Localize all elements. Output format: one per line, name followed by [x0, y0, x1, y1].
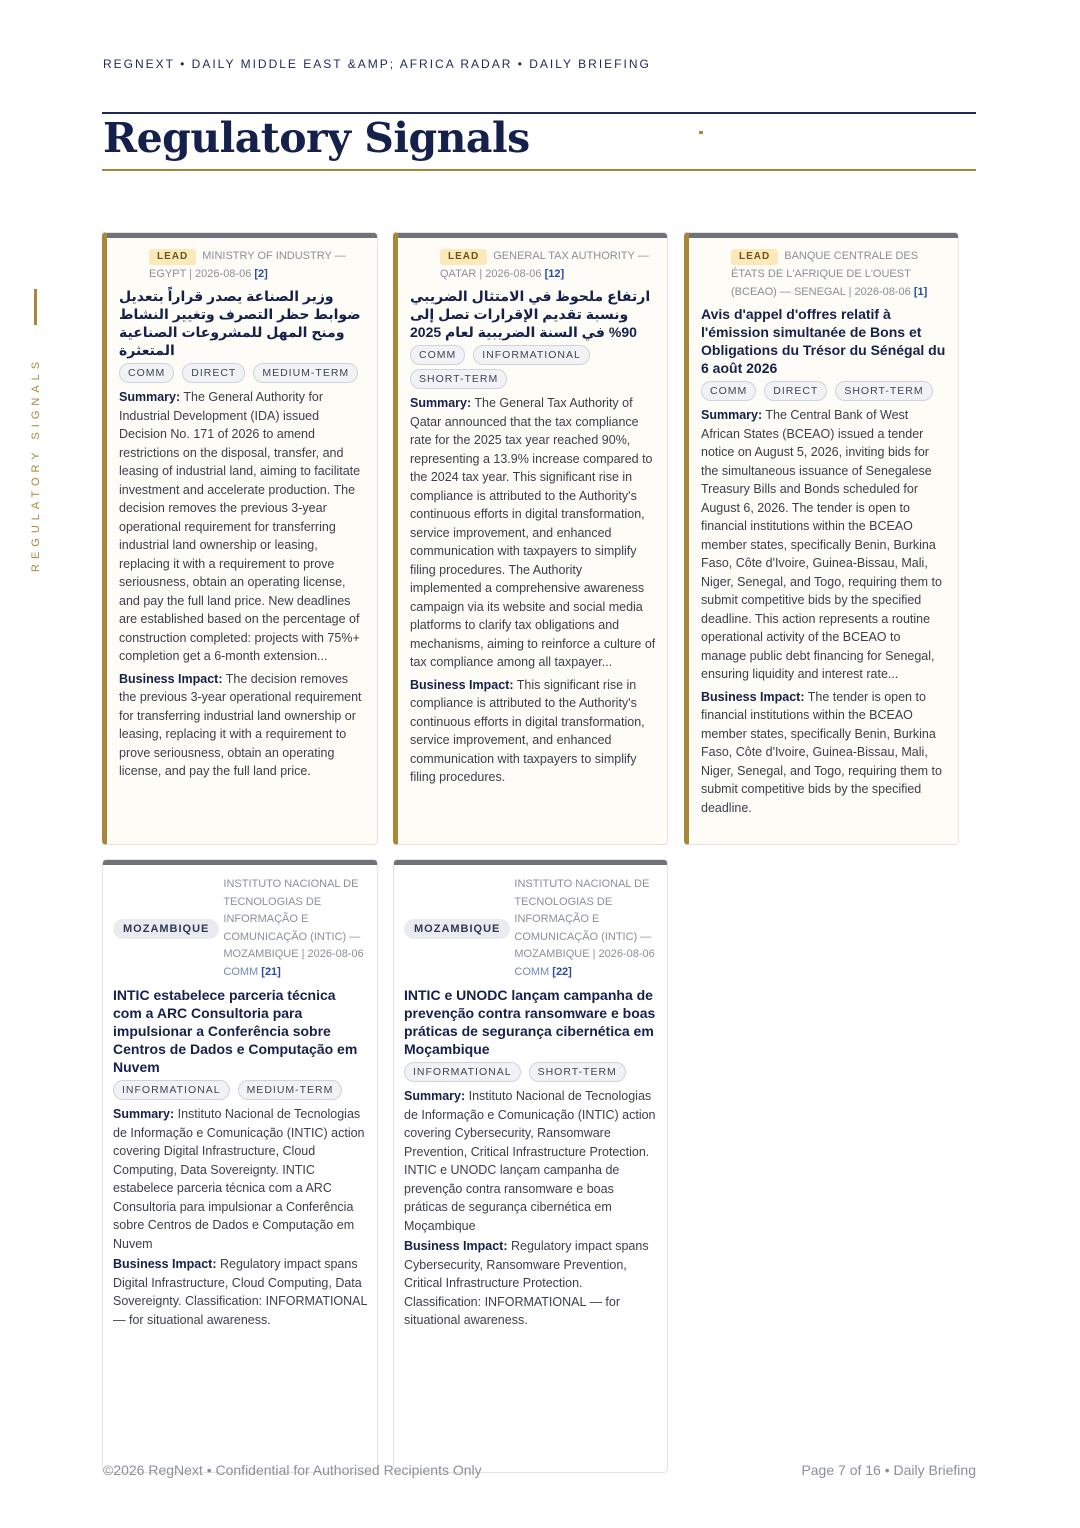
country-badge: MOZAMBIQUE: [113, 919, 219, 939]
reference-link[interactable]: [12]: [544, 268, 565, 280]
reference-link[interactable]: [2]: [254, 268, 268, 280]
card-summary: [404, 1087, 657, 1235]
page-kicker: REGNEXT • DAILY MIDDLE EAST &AMP; AFRICA RADAR • DAILY BRIEFING: [103, 57, 651, 71]
reference-link[interactable]: [21]: [261, 965, 281, 978]
tag-list: [410, 345, 657, 389]
signal-card: [102, 232, 378, 845]
tag: SHORT-TERM: [835, 381, 932, 401]
card-meta: [113, 876, 367, 981]
card-impact: [701, 688, 948, 818]
reference-link[interactable]: [22]: [552, 965, 572, 978]
tag: INFORMATIONAL: [473, 345, 590, 365]
signal-card: [684, 232, 959, 845]
card-impact: [113, 1255, 367, 1329]
card-source: BANQUE CENTRALE DES ÉTATS DE L'AFRIQUE DE L'OUEST (BCEAO) — SENEGAL | 2026-08-06: [731, 250, 919, 298]
reference-link[interactable]: [1]: [913, 286, 928, 298]
lead-badge: LEAD: [440, 249, 487, 265]
tag-list: [113, 1080, 367, 1100]
lead-badge: LEAD: [149, 249, 196, 265]
tag: COMM: [119, 363, 174, 383]
impact-text: Regulatory impact spans Cybersecurity, Ransomware Prevention, Critical Infrastructure Protection. Classification: INFORMATIONAL — for situational awareness.: [404, 1239, 649, 1327]
card-summary: [701, 406, 948, 684]
card-source: INSTITUTO NACIONAL DE TECNOLOGIAS DE INFORMAÇÃO E COMUNICAÇÃO (INTIC) — MOZAMBIQUE | 2026-08-06: [514, 878, 655, 960]
country-badge: MOZAMBIQUE: [404, 919, 510, 939]
summary-text: The General Authority for Industrial Development (IDA) issued Decision No. 171 of 2026 to amend restrictions on the disposal, transfer, and leasing of industrial land, aiming to facilitate investment and accelerate production. The decision removes the previous 3-year operational requirement for transferring industrial land ownership or leasing, replacing it with a requirement to prove seriousness, obtain an operating license, and pay the full land price. New deadlines are established based on the percentage of construction completed: projects with 75%+ completion get a 6-month extension...: [119, 390, 361, 663]
impact-label: Business Impact:: [701, 689, 805, 704]
summary-label: Summary:: [113, 1107, 175, 1121]
tag: MEDIUM-TERM: [253, 363, 358, 383]
tag: MEDIUM-TERM: [238, 1080, 343, 1100]
tag: SHORT-TERM: [410, 369, 507, 389]
card-meta: [119, 247, 367, 283]
side-section-label: REGULATORY SIGNALS: [30, 356, 42, 572]
card-source: GENERAL TAX AUTHORITY — QATAR | 2026-08-06: [440, 250, 649, 280]
tag: DIRECT: [764, 381, 827, 401]
card-impact: [119, 670, 367, 781]
summary-text: Instituto Nacional de Tecnologias de Informação e Comunicação (INTIC) action covering Digital Infrastructure, Cloud Computing, Data Sovereignty. INTIC estabelece parceria técnica com a ARC Consultoria para impulsionar a Conferência sobre Centros de Dados e Computação em Nuvem: [113, 1107, 365, 1251]
side-accent-bar: [34, 289, 37, 325]
page-title: Regulatory Signals: [103, 114, 530, 162]
impact-text: The tender is open to financial institutions within the BCEAO member states, specifically Benin, Burkina Faso, Côte d'Ivoire, Guinea-Bissau, Mali, Niger, Senegal, and Togo, requiring them to submit competitive bids by the specified deadline.: [701, 689, 942, 815]
tag: COMM: [410, 345, 465, 365]
lead-badge: LEAD: [731, 249, 778, 265]
tag: INFORMATIONAL: [404, 1062, 521, 1082]
card-headline: INTIC estabelece parceria técnica com a ARC Consultoria para impulsionar a Conferência sobre Centros de Dados e Computação em Nuvem: [113, 987, 358, 1075]
summary-text: The General Tax Authority of Qatar announced that the tax compliance rate for the 2025 tax year reached 90%, representing a 13.9% increase compared to the 2024 tax year. This significant rise in compliance is attributed to the Authority's continuous efforts in digital transformation, service improvement, and enhanced communication with taxpayers to simplify filing procedures. The Authority implemented a comprehensive awareness campaign via its website and social media platforms to clarify tax obligations and mechanisms, aiming to reinforce a culture of tax compliance among all taxpayer...: [410, 396, 656, 669]
card-meta: [701, 247, 948, 301]
summary-label: Summary:: [404, 1089, 466, 1103]
title-rule-bottom: [102, 169, 976, 171]
card-meta: [404, 876, 657, 981]
impact-text: The decision removes the previous 3-year operational requirement for transferring industrial land ownership or leasing, replacing it with a requirement to prove seriousness, obtain an operating license, and pay the full land price.: [119, 671, 362, 778]
impact-text: Regulatory impact spans Digital Infrastructure, Cloud Computing, Data Sovereignty. Classification: INFORMATIONAL — for situational awareness.: [113, 1257, 368, 1327]
footer-copyright: ©2026 RegNext • Confidential for Authorised Recipients Only: [103, 1462, 482, 1478]
tag-list: [701, 381, 948, 401]
signal-card: [393, 232, 668, 845]
tag-list: [119, 363, 367, 383]
impact-label: Business Impact:: [119, 671, 223, 686]
comm-tag: COMM: [514, 965, 550, 978]
impact-label: Business Impact:: [113, 1257, 217, 1271]
title-accent-mark: [699, 131, 703, 134]
card-summary: [119, 388, 367, 666]
card-headline: ارتفاع ملحوظ في الامتثال الضريبي ونسبة تقديم الإقرارات تصل إلى 90% في السنة الضريبية لعام 2025: [410, 288, 651, 340]
card-headline: INTIC e UNODC lançam campanha de prevenção contra ransomware e boas práticas de segurança cibernética em Moçambique: [404, 987, 656, 1057]
summary-label: Summary:: [701, 408, 763, 422]
summary-label: Summary:: [119, 390, 181, 404]
card-summary: [410, 394, 657, 672]
summary-label: Summary:: [410, 396, 472, 410]
impact-label: Business Impact:: [410, 677, 514, 692]
comm-tag: COMM: [223, 965, 259, 978]
impact-label: Business Impact:: [404, 1239, 508, 1253]
card-meta: [410, 247, 657, 283]
impact-text: This significant rise in compliance is attributed to the Authority's continuous efforts in digital transformation, service improvement, and enhanced communication with taxpayers to simplify filing procedures.: [410, 677, 645, 784]
footer-page-number: Page 7 of 16 • Daily Briefing: [801, 1462, 976, 1478]
card-source: INSTITUTO NACIONAL DE TECNOLOGIAS DE INFORMAÇÃO E COMUNICAÇÃO (INTIC) — MOZAMBIQUE | 2026-08-06: [223, 878, 364, 960]
tag: COMM: [701, 381, 756, 401]
card-summary: [113, 1105, 367, 1253]
tag: DIRECT: [182, 363, 245, 383]
tag: INFORMATIONAL: [113, 1080, 230, 1100]
card-impact: [404, 1237, 657, 1330]
summary-text: The Central Bank of West African States (BCEAO) issued a tender notice on August 5, 2026, inviting bids for the simultaneous issuance of Senegalese Treasury Bills and Bonds scheduled for August 6, 2026. The tender is open to financial institutions within the BCEAO member states, specifically Benin, Burkina Faso, Côte d'Ivoire, Guinea-Bissau, Mali, Niger, Senegal, and Togo, requiring them to submit competitive bids by the specified deadline. This action represents a routine operational activity of the BCEAO to manage public debt financing for Senegal, ensuring liquidity and interest rate...: [701, 408, 942, 681]
card-headline: وزير الصناعة يصدر قراراً بتعديل ضوابط حظر التصرف وتغيير النشاط ومنح المهل للمشروعات الصناعية المتعثرة: [119, 288, 361, 358]
card-headline: Avis d'appel d'offres relatif à l'émission simultanée de Bons et Obligations du Trésor du Sénégal du 6 août 2026: [701, 306, 946, 376]
signal-card: [393, 859, 668, 1473]
tag: SHORT-TERM: [529, 1062, 626, 1082]
summary-text: Instituto Nacional de Tecnologias de Informação e Comunicação (INTIC) action covering Cybersecurity, Ransomware Prevention, Critical Infrastructure Protection. INTIC e UNODC lançam campanha de prevenção contra ransomware e boas práticas de segurança cibernética em Moçambique: [404, 1089, 656, 1233]
signal-card: [102, 859, 378, 1473]
tag-list: [404, 1062, 657, 1082]
card-impact: [410, 676, 657, 787]
card-source: MINISTRY OF INDUSTRY — EGYPT | 2026-08-06: [149, 250, 346, 280]
